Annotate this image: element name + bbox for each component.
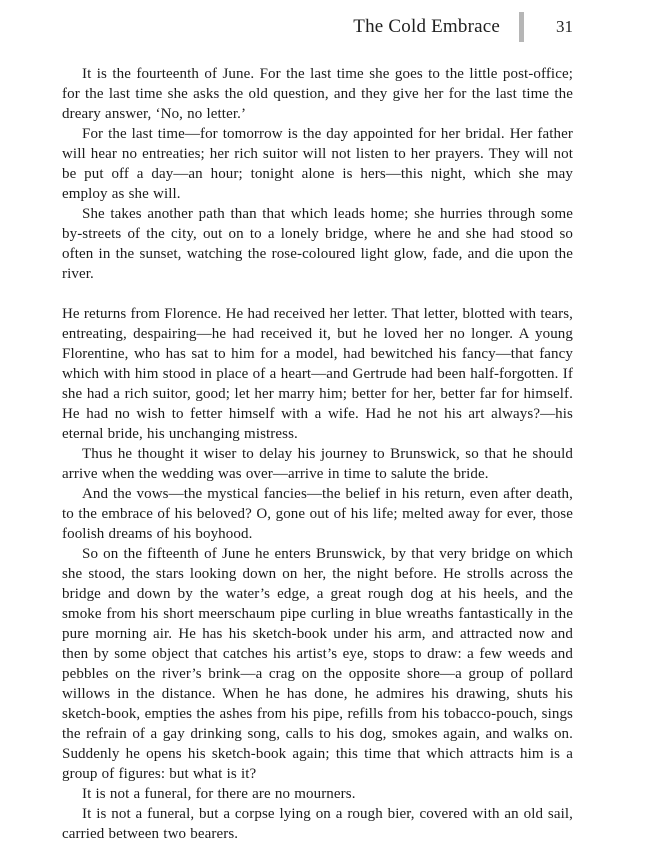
paragraph: She takes another path than that which leads home; she hurries through some by-streets of the city, out on to a lonely bridge, where he and she had stood so often in the sunset, watching the rose-coloured light glow, fade, and die upon the river.: [62, 206, 573, 282]
page-number-label: 31: [556, 17, 573, 36]
paragraph: So on the fifteenth of June he enters Brunswick, by that very bridge on which she stood, the stars looking down on her, the night before. He strolls across the bridge and down by the water’s edge, a great rough dog at his heels, and the smoke from his short meerschaum pipe curling in blue wreaths fantastically in the pure morning air. He has his sketch-book under his arm, and attracted now and then by some object that catches his artist’s eye, stops to draw: a few weeds and pebbles on the river’s brink—a crag on the opposite shore—a group of pollard willows in the distance. When he has done, he admires his drawing, shuts his sketch-book, empties the ashes from his pipe, refills from his tobacco-pouch, sings the refrain of a gay drinking song, calls to his dog, smokes again, and walks on. Suddenly he opens his sketch-book again; this time that which attracts him is a group of figures: but what is it?: [62, 546, 573, 782]
paragraph: It is the fourteenth of June. For the last time she goes to the little post-office; for the last time she asks the old question, and they give her for the last time the dreary answer, ‘No, no letter.’: [62, 66, 573, 122]
paragraph: And the vows—the mystical fancies—the belief in his return, even after death, to the embrace of his beloved? O, gone out of his life; melted away for ever, those foolish dreams of his boyhood.: [62, 486, 573, 542]
header-divider: [519, 12, 524, 42]
paragraph: He returns from Florence. He had received her letter. That letter, blotted with tears, entreating, despairing—he had received it, but he loved her no longer. A young Florentine, who has sat to him for a model, had bewitched his fancy—that fancy which with him stood in place of a heart—and Gertrude had been half-forgotten. If she had a rich suitor, good; let her marry him; better for her, better far for himself. He had no wish to fetter himself with a wife. Had he not his art always?—his eternal bride, his unchanging mistress.: [62, 306, 573, 442]
page-header: [62, 11, 573, 43]
page-content: [62, 11, 573, 844]
story-section-1: [62, 64, 573, 284]
page-body: [62, 64, 573, 844]
paragraph: Thus he thought it wiser to delay his journey to Brunswick, so that he should arrive when the wedding was over—arrive in time to salute the bride.: [62, 446, 573, 482]
paragraph: For the last time—for tomorrow is the day appointed for her bridal. Her father will hear no entreaties; her rich suitor will not listen to her prayers. They will not be put off a day—an hour; tonight alone is hers—this night, which she may employ as she will.: [62, 126, 573, 202]
paragraph: It is not a funeral, but a corpse lying on a rough bier, covered with an old sail, carried between two bearers.: [62, 806, 573, 842]
running-title: The Cold Embrace: [353, 16, 500, 37]
story-section-2: [62, 304, 573, 844]
paragraph: It is not a funeral, for there are no mourners.: [82, 786, 356, 802]
